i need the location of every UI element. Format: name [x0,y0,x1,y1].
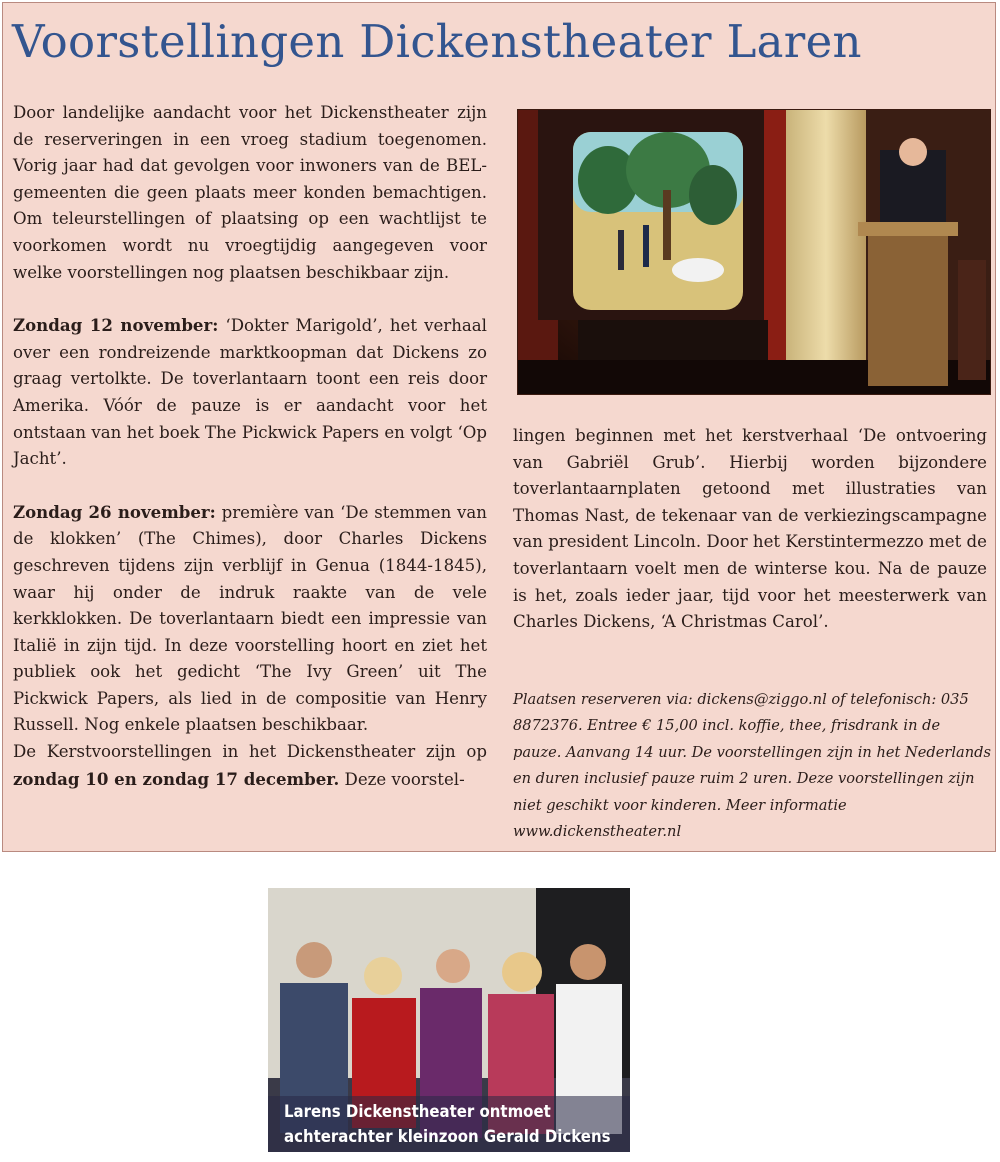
christmas-continued: lingen beginnen met het kerstverhaal ‘De ontvoering van Gabriël Grub’. Hierbij worden bijzondere toverlantaarnplaten getoond met illustraties van Thomas Nast, de tekenaar van de verkiezingscampagne van president Lincoln. Door het Kerstintermezzo met de toverlantaarn voelt men de winterse kou. Na de pauze is het, zoals ieder jaar, tijd voor het meesterwerk van Charles Dickens, ‘A Christmas Carol’. [513,426,987,632]
show-date-heading: Zondag 26 november: [13,501,216,522]
christmas-tail: Deze voorstel- [339,769,465,789]
caption-line-1: Larens Dickenstheater ontmoet [284,1102,551,1122]
christmas-lead: De Kerstvoorstellingen in het Dickenstheater zijn op [13,742,487,762]
show-description: première van ‘De stemmen van de klokken’ (The Chimes), door Charles Dickens geschreven tijdens zijn verblijf in Genua (1844-1845), waar hij onder de indruk raakte van de vele kerkklokken. De toverlantaarn biedt een impressie van Italië in zijn tijd. In deze voorstelling hoort en ziet het publiek ook het gedicht ‘The Ivy Green’ uit The Pickwick Papers, als lied in de compositie van Henry Russell. Nog enkele plaatsen beschikbaar. [13,502,487,735]
christmas-dates: zondag 10 en zondag 17 december. [13,768,340,789]
show-date-heading: Zondag 12 november: [13,315,219,336]
show-description: ‘Dokter Marigold’, het verhaal over een rondreizende marktkoopman dat Dickens zo graag vertolkte. De toverlantaarn toont een reis door Amerika. Vóór de pauze is er aandacht voor het ontstaan van het boek The Pickwick Papers en volgt ‘Op Jacht’. [13,316,487,469]
show-paragraph-26-november [13,499,487,739]
christmas-paragraph [13,739,487,793]
article-title: Voorstellingen Dickenstheater Laren [12,15,862,68]
stage-photo-image [518,110,991,395]
right-column [513,423,987,636]
intro-paragraph: Door landelijke aandacht voor het Dickenstheater zijn de reserveringen in een vroeg stadium toegenomen. Vorig jaar had dat gevolgen voor inwoners van de BEL-gemeenten die geen plaats meer konden bemachtigen. Om teleurstellingen of plaatsing op een wachtlijst te voorkomen wordt nu vroegtijdig aangegeven voor welke voorstellingen nog plaatsen beschikbaar zijn. [13,103,487,282]
article-panel [2,2,996,852]
caption-line-2: achterachter kleinzoon Gerald Dickens [284,1127,611,1147]
magic-lantern-photo [517,109,991,395]
show-paragraph-12-november [13,312,487,473]
reservation-info: Plaatsen reserveren via: dickens@ziggo.nl of telefonisch: 035 8872376. Entree € 15,00 incl. koffie, thee, frisdrank in de pauze. Aanvang 14 uur. De voorstellingen zijn in het Nederlands en duren inclusief pauze ruim 2 uren. Deze voorstellingen zijn niet geschikt voor kinderen. Meer informatie www.dickenstheater.nl [513,691,991,841]
photo-caption [268,1096,630,1152]
group-photo [268,888,630,1152]
left-column [13,100,487,793]
